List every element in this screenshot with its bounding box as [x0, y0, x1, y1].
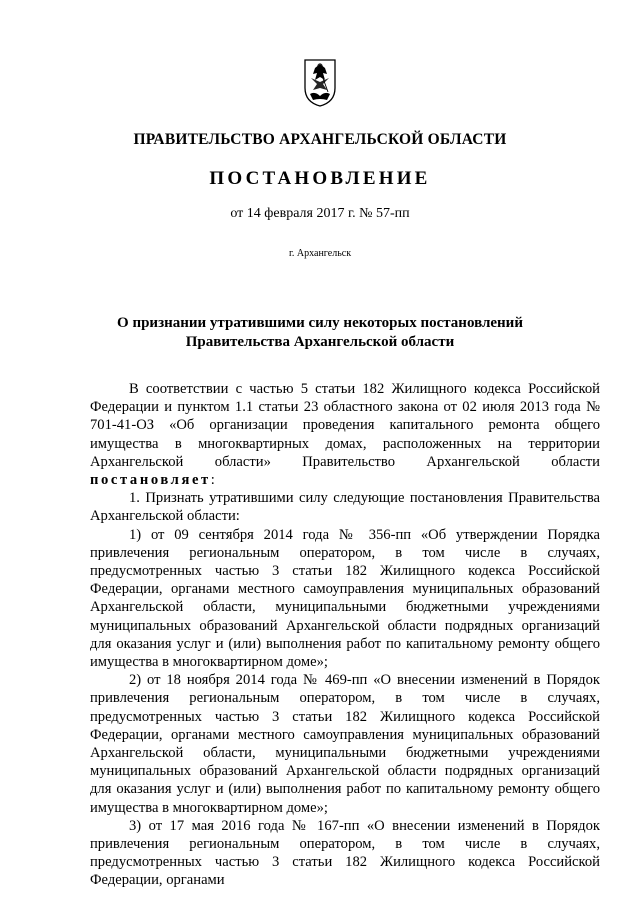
- title-line-2: Правительства Архангельской области: [185, 334, 455, 350]
- document-body: [90, 380, 600, 890]
- title-line-1: О признании утратившими силу некоторых постановлений: [117, 315, 523, 331]
- city: г. Архангельск: [288, 248, 352, 259]
- coat-of-arms-icon: [303, 58, 337, 108]
- subitem-1: 1) от 09 сентября 2014 года № 356-пп «Об утверждении Порядка привлечения региональным оператором, в том числе в случаях, предусмотренных частью 3 статьи 182 Жилищного кодекса Российской Федерации, органами местного самоуправления муниципальных образований Архангельской области, муниципальными бюджетными учреждениями муниципальных образований Архангельской области подрядных организаций для оказания услуг и (или) выполнения работ по капитальному ремонту общего имущества в многоквартирном доме»;: [90, 526, 600, 671]
- item-1: 1. Признать утратившими силу следующие постановления Правительства Архангельской области:: [90, 490, 600, 525]
- document-title: [0, 314, 640, 352]
- preamble-text: В соответствии с частью 5 статьи 182 Жилищного кодекса Российской Федерации и пунктом 1.1 статьи 23 областного закона от 02 июля 2013 года № 701-41-ОЗ «Об организации проведения капитального ремонта общего имущества в многоквартирных домах, расположенных на территории Архангельской области» Правительство Архангельской области: [90, 381, 600, 470]
- document-type: ПОСТАНОВЛЕНИЕ: [209, 168, 431, 189]
- government-name: ПРАВИТЕЛЬСТВО АРХАНГЕЛЬСКОЙ ОБЛАСТИ: [133, 131, 507, 148]
- subitem-2: 2) от 18 ноября 2014 года № 469-пп «О внесении изменений в Порядок привлечения региональным оператором, в том числе в случаях, предусмотренных частью 3 статьи 182 Жилищного кодекса Российской Федерации, органами местного самоуправления муниципальных образований Архангельской области, муниципальными бюджетными учреждениями муниципальных образований Архангельской области подрядных организаций для оказания услуг и (или) выполнения работ по капитальному ремонту общего имущества в многоквартирном доме»;: [90, 672, 600, 816]
- preamble-paragraph: [90, 380, 600, 489]
- subitem-3: 3) от 17 мая 2016 года № 167-пп «О внесении изменений в Порядок привлечения региональным оператором, в том числе в случаях, предусмотренных частью 3 статьи 182 Жилищного кодекса Российской Федерации, органами: [90, 817, 600, 889]
- preamble-end: :: [210, 472, 215, 489]
- date-and-number: от 14 февраля 2017 г. № 57-пп: [230, 206, 410, 221]
- preamble-verb: постановляет: [90, 472, 211, 489]
